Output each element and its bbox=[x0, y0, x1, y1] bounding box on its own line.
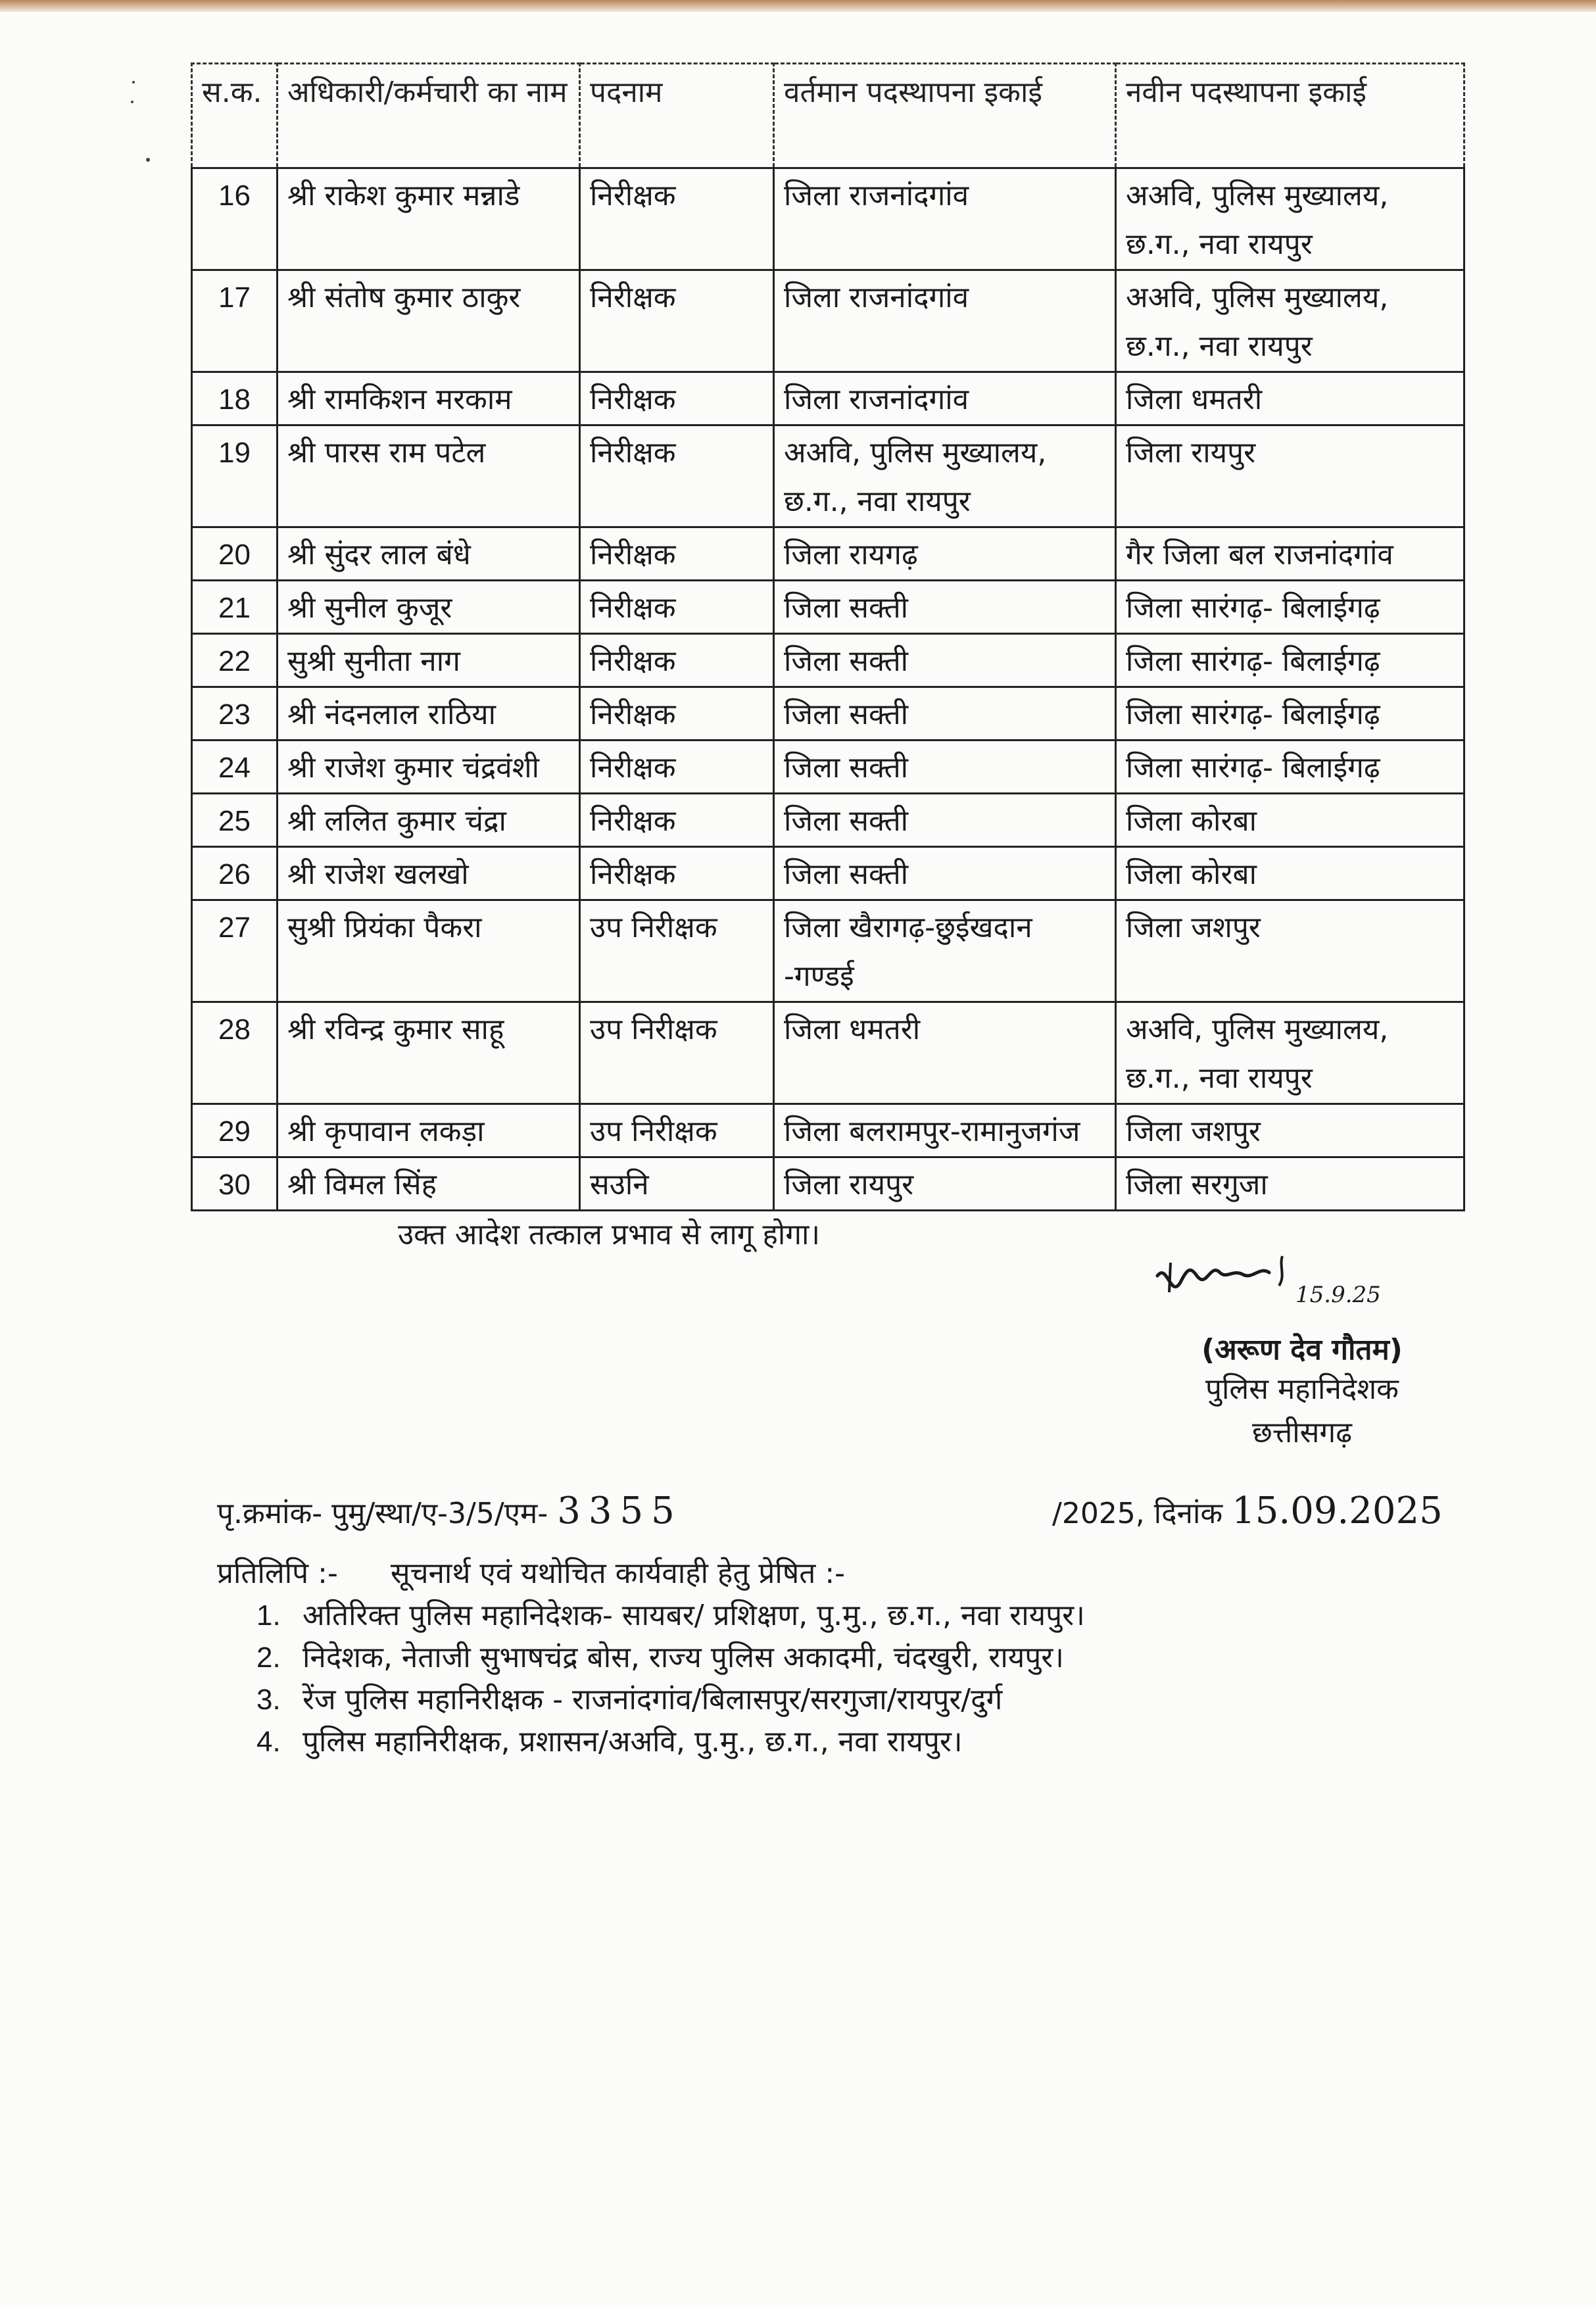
cell-new-unit: अअवि, पुलिस मुख्यालय, छ.ग., नवा रायपुर bbox=[1116, 270, 1464, 372]
cell-current-unit: जिला सक्ती bbox=[774, 847, 1116, 900]
cell-current-unit: जिला सक्ती bbox=[774, 741, 1116, 794]
transfer-table-container bbox=[191, 62, 1463, 1211]
page-top-edge bbox=[0, 0, 1596, 12]
cell-designation: उप निरीक्षक bbox=[580, 1104, 774, 1157]
cell-new-unit: जिला सारंगढ़- बिलाईगढ़ bbox=[1116, 634, 1464, 687]
order-effect-note: उक्त आदेश तत्काल प्रभाव से लागू होगा। bbox=[398, 1218, 821, 1251]
cell-new-unit: जिला जशपुर bbox=[1116, 900, 1464, 1002]
reference-number: 3355 bbox=[557, 1490, 683, 1532]
cell-current-unit: अअवि, पुलिस मुख्यालय, छ.ग., नवा रायपुर bbox=[774, 425, 1116, 527]
header-new-unit: नवीन पदस्थापना इकाई bbox=[1116, 64, 1464, 168]
cell-current-unit: जिला धमतरी bbox=[774, 1002, 1116, 1104]
cell-designation: सउनि bbox=[580, 1157, 774, 1211]
cell-name: श्री कृपावान लकड़ा bbox=[278, 1104, 580, 1157]
reference-year: /2025, दिनांक bbox=[1052, 1497, 1223, 1530]
cell-current-unit: जिला सक्ती bbox=[774, 687, 1116, 741]
cell-designation: निरीक्षक bbox=[580, 634, 774, 687]
copy-purpose: सूचनार्थ एवं यथोचित कार्यवाही हेतु प्रेषित :- bbox=[390, 1557, 846, 1590]
cell-sn: 20 bbox=[192, 527, 278, 581]
cell-sn: 27 bbox=[192, 900, 278, 1002]
cell-name: श्री राजेश खलखो bbox=[278, 847, 580, 900]
cell-designation: निरीक्षक bbox=[580, 168, 774, 270]
cell-designation: निरीक्षक bbox=[580, 372, 774, 425]
cell-name: श्री नंदनलाल राठिया bbox=[278, 687, 580, 741]
table-header-row bbox=[192, 64, 1464, 168]
list-item-text: अतिरिक्त पुलिस महानिदेशक- सायबर/ प्रशिक्षण, पु.मु., छ.ग., नवा रायपुर। bbox=[302, 1599, 1085, 1632]
cell-new-unit: जिला धमतरी bbox=[1116, 372, 1464, 425]
cell-new-unit: अअवि, पुलिस मुख्यालय, छ.ग., नवा रायपुर bbox=[1116, 168, 1464, 270]
cell-sn: 22 bbox=[192, 634, 278, 687]
cell-designation: निरीक्षक bbox=[580, 741, 774, 794]
cell-sn: 17 bbox=[192, 270, 278, 372]
cell-designation: उप निरीक्षक bbox=[580, 1002, 774, 1104]
cell-sn: 26 bbox=[192, 847, 278, 900]
copy-label: प्रतिलिपि :- bbox=[217, 1557, 338, 1590]
cell-new-unit: जिला कोरबा bbox=[1116, 847, 1464, 900]
cell-designation: निरीक्षक bbox=[580, 527, 774, 581]
list-item-text: रेंज पुलिस महानिरीक्षक - राजनांदगांव/बिलासपुर/सरगुजा/रायपुर/दुर्ग bbox=[302, 1683, 1003, 1716]
cell-designation: निरीक्षक bbox=[580, 687, 774, 741]
cell-new-unit: अअवि, पुलिस मुख्यालय, छ.ग., नवा रायपुर bbox=[1116, 1002, 1464, 1104]
cell-designation: निरीक्षक bbox=[580, 794, 774, 847]
cell-name: श्री रविन्द्र कुमार साहू bbox=[278, 1002, 580, 1104]
cell-sn: 18 bbox=[192, 372, 278, 425]
cell-name: श्री राकेश कुमार मन्नाडे bbox=[278, 168, 580, 270]
cell-name: श्री विमल सिंह bbox=[278, 1157, 580, 1211]
cell-current-unit: जिला रायपुर bbox=[774, 1157, 1116, 1211]
list-item-text: निदेशक, नेताजी सुभाषचंद्र बोस, राज्य पुलिस अकादमी, चंदखुरी, रायपुर। bbox=[302, 1641, 1064, 1674]
cell-sn: 29 bbox=[192, 1104, 278, 1157]
cell-sn: 16 bbox=[192, 168, 278, 270]
cell-designation: उप निरीक्षक bbox=[580, 900, 774, 1002]
header-name: अधिकारी/कर्मचारी का नाम bbox=[278, 64, 580, 168]
cell-new-unit: जिला कोरबा bbox=[1116, 794, 1464, 847]
cell-current-unit: जिला सक्ती bbox=[774, 794, 1116, 847]
cell-current-unit: जिला सक्ती bbox=[774, 581, 1116, 634]
cell-sn: 28 bbox=[192, 1002, 278, 1104]
table-row bbox=[192, 687, 1464, 741]
transfer-table bbox=[191, 62, 1465, 1211]
table-row bbox=[192, 270, 1464, 372]
reference-date: 15.09.2025 bbox=[1232, 1490, 1443, 1532]
signature-block bbox=[1144, 1236, 1460, 1455]
cell-designation: निरीक्षक bbox=[580, 847, 774, 900]
reference-date-line bbox=[1052, 1490, 1443, 1532]
table-row bbox=[192, 1002, 1464, 1104]
table-row bbox=[192, 847, 1464, 900]
copy-recipient-list bbox=[256, 1595, 1085, 1763]
table-row bbox=[192, 741, 1464, 794]
cell-name: श्री ललित कुमार चंद्रा bbox=[278, 794, 580, 847]
cell-sn: 25 bbox=[192, 794, 278, 847]
table-row bbox=[192, 527, 1464, 581]
handwritten-signature bbox=[1144, 1236, 1460, 1322]
cell-name: श्री राजेश कुमार चंद्रवंशी bbox=[278, 741, 580, 794]
table-row bbox=[192, 1157, 1464, 1211]
list-item bbox=[256, 1637, 1085, 1679]
table-row bbox=[192, 168, 1464, 270]
list-item-number: 4. bbox=[256, 1726, 281, 1758]
cell-name: श्री रामकिशन मरकाम bbox=[278, 372, 580, 425]
cell-sn: 19 bbox=[192, 425, 278, 527]
cell-name: सुश्री प्रियंका पैकरा bbox=[278, 900, 580, 1002]
cell-current-unit: जिला खैरागढ़-छुईखदान -गण्डई bbox=[774, 900, 1116, 1002]
cell-sn: 24 bbox=[192, 741, 278, 794]
cell-current-unit: जिला बलरामपुर-रामानुजगंज bbox=[774, 1104, 1116, 1157]
copy-to-line bbox=[217, 1552, 845, 1591]
cell-current-unit: जिला सक्ती bbox=[774, 634, 1116, 687]
table-row bbox=[192, 900, 1464, 1002]
cell-current-unit: जिला राजनांदगांव bbox=[774, 270, 1116, 372]
cell-new-unit: जिला जशपुर bbox=[1116, 1104, 1464, 1157]
cell-new-unit: जिला सारंगढ़- बिलाईगढ़ bbox=[1116, 581, 1464, 634]
list-item-number: 1. bbox=[256, 1599, 281, 1632]
cell-sn: 30 bbox=[192, 1157, 278, 1211]
cell-name: श्री पारस राम पटेल bbox=[278, 425, 580, 527]
cell-sn: 23 bbox=[192, 687, 278, 741]
list-item bbox=[256, 1595, 1085, 1637]
table-row bbox=[192, 581, 1464, 634]
cell-sn: 21 bbox=[192, 581, 278, 634]
header-designation: पदनाम bbox=[580, 64, 774, 168]
table-row bbox=[192, 372, 1464, 425]
list-item-number: 3. bbox=[256, 1684, 281, 1716]
cell-new-unit: जिला सरगुजा bbox=[1116, 1157, 1464, 1211]
cell-designation: निरीक्षक bbox=[580, 270, 774, 372]
signatory-name: (अरूण देव गौतम) bbox=[1201, 1333, 1403, 1367]
table-row bbox=[192, 634, 1464, 687]
cell-new-unit: गैर जिला बल राजनांदगांव bbox=[1116, 527, 1464, 581]
cell-current-unit: जिला राजनांदगांव bbox=[774, 168, 1116, 270]
cell-name: श्री संतोष कुमार ठाकुर bbox=[278, 270, 580, 372]
cell-name: सुश्री सुनीता नाग bbox=[278, 634, 580, 687]
cell-new-unit: जिला सारंगढ़- बिलाईगढ़ bbox=[1116, 741, 1464, 794]
cell-designation: निरीक्षक bbox=[580, 581, 774, 634]
list-item-text: पुलिस महानिरीक्षक, प्रशासन/अअवि, पु.मु., छ.ग., नवा रायपुर। bbox=[302, 1725, 963, 1759]
cell-name: श्री सुंदर लाल बंधे bbox=[278, 527, 580, 581]
table-row bbox=[192, 425, 1464, 527]
margin-marks bbox=[128, 76, 155, 168]
list-item bbox=[256, 1721, 1085, 1763]
cell-current-unit: जिला रायगढ़ bbox=[774, 527, 1116, 581]
list-item bbox=[256, 1679, 1085, 1721]
signatory-state: छत्तीसगढ़ bbox=[1252, 1416, 1352, 1449]
reference-number-line bbox=[217, 1490, 683, 1532]
list-item-number: 2. bbox=[256, 1641, 281, 1674]
table-row bbox=[192, 1104, 1464, 1157]
cell-new-unit: जिला रायपुर bbox=[1116, 425, 1464, 527]
header-sn: स.क. bbox=[192, 64, 278, 168]
reference-prefix: पृ.क्रमांक- पुमु/स्था/ए-3/5/एम- bbox=[217, 1497, 548, 1530]
cell-current-unit: जिला राजनांदगांव bbox=[774, 372, 1116, 425]
header-current-unit: वर्तमान पदस्थापना इकाई bbox=[774, 64, 1116, 168]
signature-date: 15.9.25 bbox=[1295, 1282, 1381, 1308]
signatory-title: पुलिस महानिदेशक bbox=[1205, 1372, 1399, 1406]
cell-new-unit: जिला सारंगढ़- बिलाईगढ़ bbox=[1116, 687, 1464, 741]
table-row bbox=[192, 794, 1464, 847]
cell-name: श्री सुनील कुजूर bbox=[278, 581, 580, 634]
cell-designation: निरीक्षक bbox=[580, 425, 774, 527]
